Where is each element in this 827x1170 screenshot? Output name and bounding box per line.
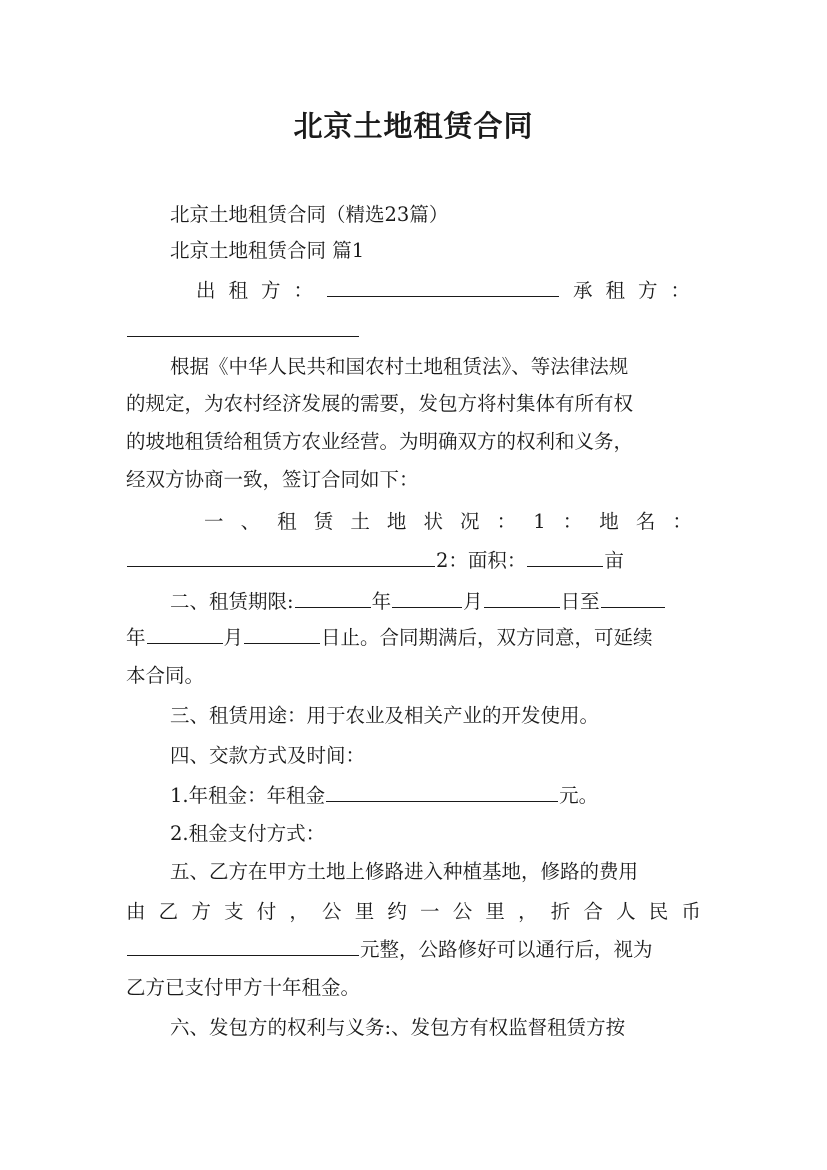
day-to-label: 日至 xyxy=(560,590,600,613)
clause5-char: 乙 xyxy=(158,900,179,923)
lessor-label-char: ： xyxy=(293,279,314,302)
end-month-blank xyxy=(147,642,223,644)
lessee-label-char: 承 xyxy=(572,279,593,302)
month-label: 月 xyxy=(463,590,483,613)
clause4-item2: 2.租金支付方式： xyxy=(170,822,326,845)
clause5-char: 公 xyxy=(452,900,473,923)
clause2-line-2 xyxy=(126,619,701,657)
clause5-line-2 xyxy=(126,893,701,931)
annual-rent-unit: 元。 xyxy=(559,784,599,807)
clause1-char: ： xyxy=(672,510,692,533)
clause1-char: 赁 xyxy=(313,510,334,533)
annual-rent-blank xyxy=(326,800,558,802)
month-label: 月 xyxy=(223,626,244,649)
clause5-char: 方 xyxy=(191,900,211,923)
area-unit: 亩 xyxy=(604,549,624,572)
area-label: 2：面积： xyxy=(436,549,527,572)
lessor-blank xyxy=(327,295,559,297)
clause5-char: 由 xyxy=(126,900,146,923)
lessee-blank xyxy=(127,335,359,337)
clause5-line-4: 乙方已支付甲方十年租金。 xyxy=(126,976,361,999)
page-title: 北京土地租赁合同 xyxy=(293,109,534,143)
clause6-line: 六、发包方的权利与义务:、发包方有权监督租赁方按 xyxy=(170,1016,626,1039)
lessor-label-char: 出 xyxy=(196,279,216,302)
clause1-area-line xyxy=(126,542,701,580)
clause1-char: 1 xyxy=(533,510,546,533)
clause5-char: ， xyxy=(289,900,309,923)
start-day-blank xyxy=(484,606,560,608)
clause5-char: ， xyxy=(518,900,538,923)
intro-line-2: 的规定，为农村经济发展的需要，发包方将村集体有所有权 xyxy=(126,392,634,415)
clause5-char: 里 xyxy=(354,900,375,923)
clause2-line-1 xyxy=(170,583,701,621)
clause5-char: 公 xyxy=(322,900,342,923)
clause5-line-1: 五、乙方在甲方土地上修路进入种植基地，修路的费用 xyxy=(170,860,639,883)
clause1-char: 地 xyxy=(386,510,407,533)
rmb-amount-blank xyxy=(127,954,359,956)
clause1-char: ： xyxy=(562,510,583,533)
intro-line-4: 经双方协商一致，签订合同如下： xyxy=(126,468,419,491)
clause5-char: 约 xyxy=(387,900,407,923)
clause1-char: 地 xyxy=(599,510,619,533)
year-label: 年 xyxy=(126,626,146,649)
clause1-char: 、 xyxy=(240,510,261,533)
lessee-label-char: 租 xyxy=(605,279,625,302)
clause1-char: 租 xyxy=(277,510,297,533)
day-end-label: 日止。合同期满后，双方同意，可延续 xyxy=(321,626,653,649)
start-month-blank xyxy=(392,606,462,608)
clause4-heading: 四、交款方式及时间： xyxy=(170,744,366,767)
clause4-item1 xyxy=(170,777,701,815)
clause5-char: 合 xyxy=(583,900,603,923)
term-label: 二、租赁期限: xyxy=(170,590,294,613)
end-day-blank xyxy=(244,642,320,644)
lessee-label-char: 方 xyxy=(637,279,658,302)
clause5-char: 里 xyxy=(485,900,505,923)
clause1-char: 况 xyxy=(460,510,480,533)
clause5-char: 民 xyxy=(648,900,669,923)
subtitle: 北京土地租赁合同（精选23篇） xyxy=(170,203,449,226)
land-name-blank xyxy=(127,565,435,567)
annual-rent-label: 1.年租金：年租金 xyxy=(170,784,326,807)
end-year-blank xyxy=(601,606,665,608)
lessee-blank-line xyxy=(126,312,701,350)
lessor-label-char: 方 xyxy=(261,279,281,302)
year-label: 年 xyxy=(371,590,392,613)
clause5-char: 支 xyxy=(224,900,244,923)
section-heading: 北京土地租赁合同 篇1 xyxy=(170,239,365,262)
clause1-char: ： xyxy=(496,510,517,533)
clause1-line xyxy=(204,503,692,541)
clause1-char: 名 xyxy=(635,510,656,533)
clause2-line-3: 本合同。 xyxy=(126,664,205,687)
lessor-label-char: 租 xyxy=(228,279,249,302)
area-blank xyxy=(527,565,603,567)
clause1-char: 一 xyxy=(204,510,224,533)
clause1-char: 土 xyxy=(350,510,370,533)
clause5-char: 付 xyxy=(256,900,277,923)
clause1-char: 状 xyxy=(423,510,443,533)
clause5-line-3 xyxy=(126,931,701,969)
intro-line-1: 根据《中华人民共和国农村土地租赁法》、等法律法规 xyxy=(170,355,629,378)
intro-line-3: 的坡地租赁给租赁方农业经营。为明确双方的权利和义务， xyxy=(126,430,634,453)
parties-line xyxy=(196,272,690,310)
clause5-char: 币 xyxy=(681,900,701,923)
clause5-char: 折 xyxy=(550,900,571,923)
clause5-line-3-text: 元整，公路修好可以通行后，视为 xyxy=(360,938,653,961)
clause5-char: 人 xyxy=(616,900,636,923)
clause3-line: 三、租赁用途：用于农业及相关产业的开发使用。 xyxy=(170,704,600,727)
clause5-char: 一 xyxy=(420,900,440,923)
lessee-label-char: ： xyxy=(670,279,690,302)
start-year-blank xyxy=(295,606,371,608)
